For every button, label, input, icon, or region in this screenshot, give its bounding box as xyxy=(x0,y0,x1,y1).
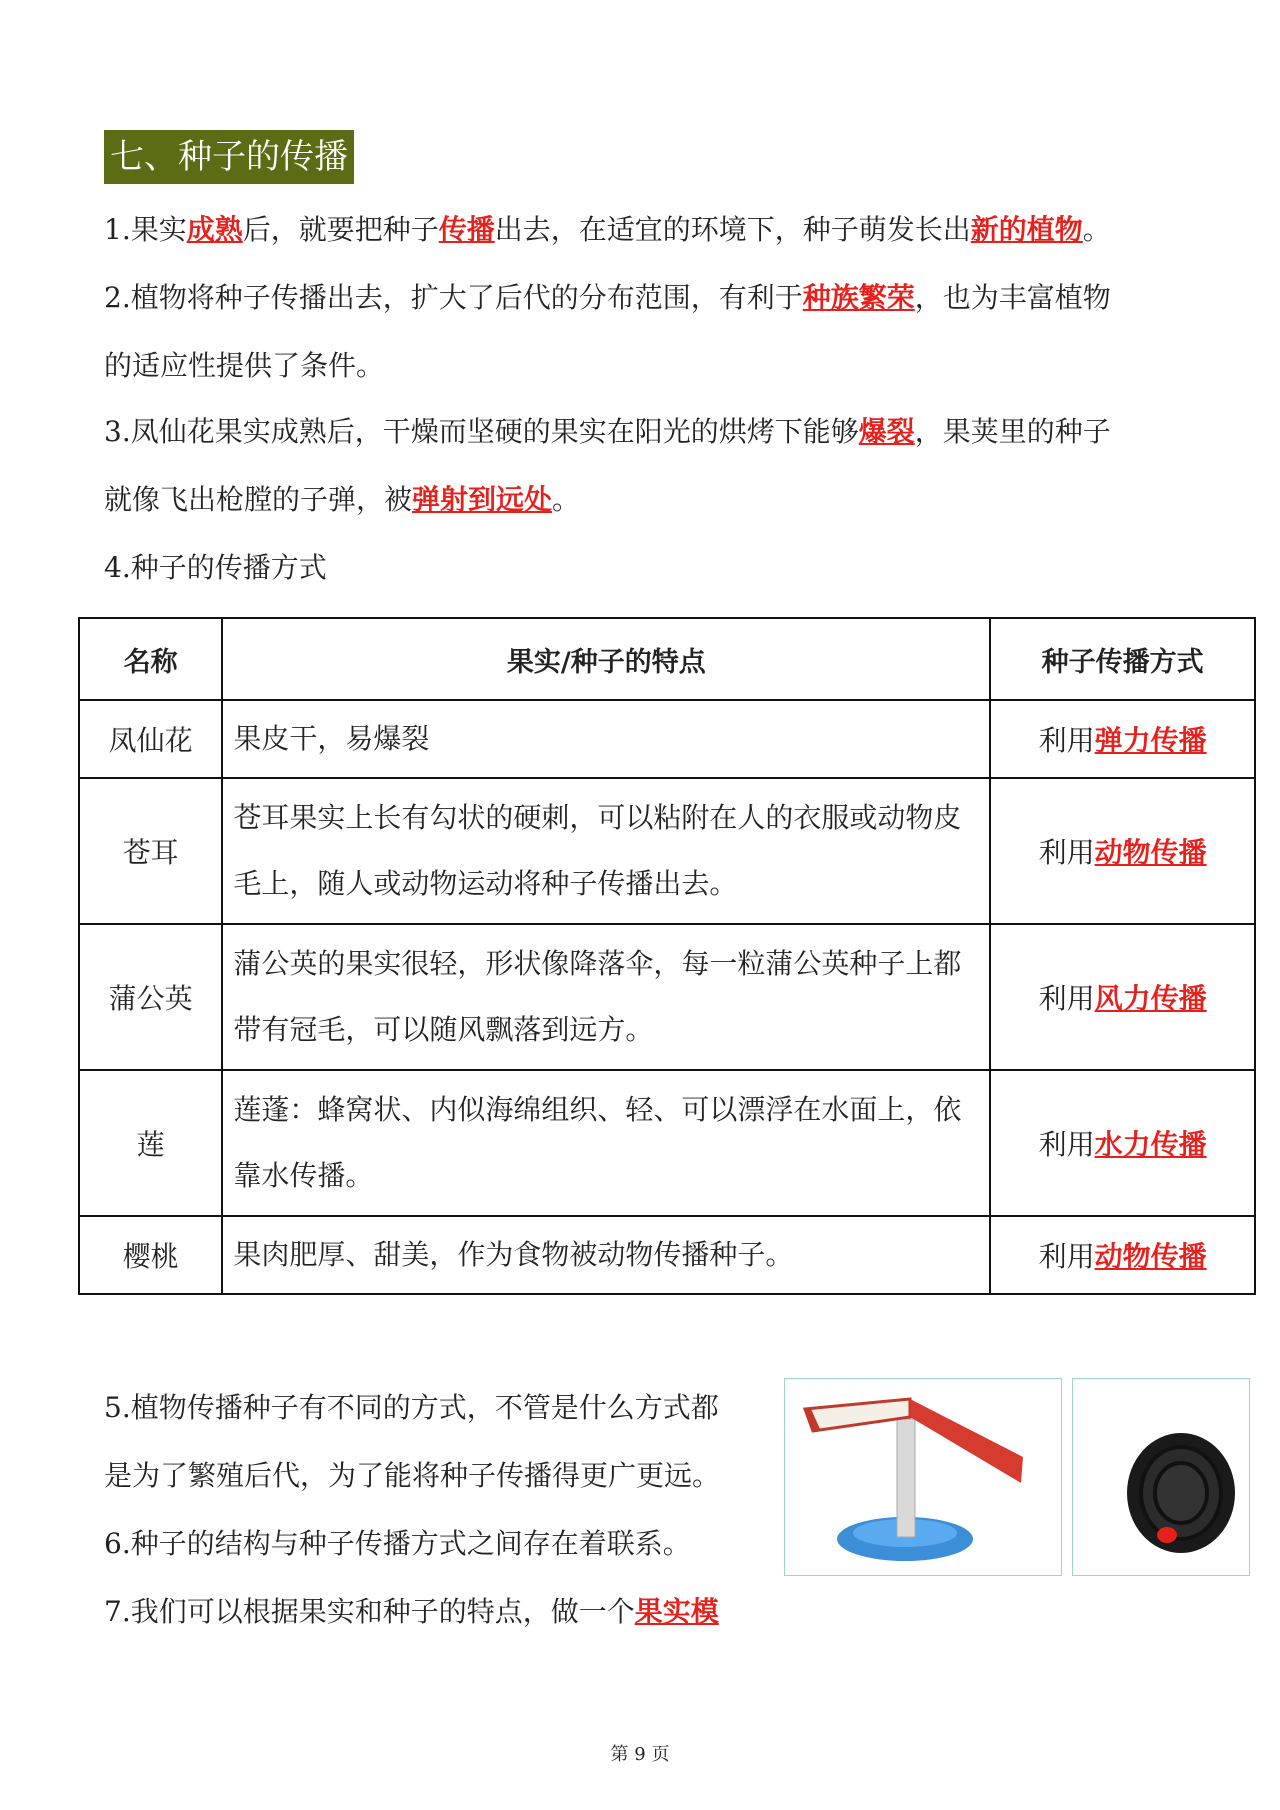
row-name: 樱桃 xyxy=(79,1216,222,1294)
keyword: 弹射到远处 xyxy=(412,483,553,516)
keyword: 种族繁荣 xyxy=(802,281,915,314)
seed-model-photo-1 xyxy=(784,1378,1062,1576)
paragraph-1 xyxy=(104,196,1184,264)
row-feature: 果皮干，易爆裂 xyxy=(222,700,990,778)
paragraph-3 xyxy=(104,398,1184,534)
text: 3.凤仙花果实成熟后，干燥而坚硬的果实在阳光的烘烤下能够 xyxy=(104,415,859,448)
keyword: 弹力传播 xyxy=(1094,724,1207,757)
text: 利用 xyxy=(1038,1128,1095,1161)
row-name: 苍耳 xyxy=(79,778,222,924)
row-way xyxy=(990,1216,1255,1294)
text: 就像飞出枪膛的子弹，被 xyxy=(104,483,413,516)
text: 利用 xyxy=(1038,1240,1095,1273)
keyword: 水力传播 xyxy=(1094,1128,1207,1161)
paragraph-2 xyxy=(104,264,1184,400)
folded-paper-model-illustration xyxy=(785,1379,1061,1575)
paragraph-4: 4.种子的传播方式 xyxy=(104,551,327,584)
keyword: 动物传播 xyxy=(1094,836,1207,869)
text: 。 xyxy=(552,483,581,516)
table-row xyxy=(79,778,1255,924)
keyword: 爆裂 xyxy=(858,415,915,448)
keyword: 风力传播 xyxy=(1094,982,1207,1015)
keyword: 果实模 xyxy=(634,1595,719,1628)
table-row xyxy=(79,700,1255,778)
row-name: 莲 xyxy=(79,1070,222,1216)
text: 5.植物传播种子有不同的方式，不管是什么方式都 xyxy=(104,1391,719,1424)
table-row xyxy=(79,924,1255,1070)
row-name: 蒲公英 xyxy=(79,924,222,1070)
seed-model-photo-2 xyxy=(1072,1378,1250,1576)
row-feature: 果肉肥厚、甜美，作为食物被动物传播种子。 xyxy=(222,1216,990,1294)
text: 利用 xyxy=(1038,836,1095,869)
keyword: 成熟 xyxy=(186,213,243,246)
text: 1.果实 xyxy=(104,213,187,246)
paragraph-5 xyxy=(104,1374,784,1510)
text: 利用 xyxy=(1038,982,1095,1015)
row-way xyxy=(990,778,1255,924)
section-heading: 七、种子的传播 xyxy=(104,130,354,184)
keyword: 动物传播 xyxy=(1094,1240,1207,1273)
text: 是为了繁殖后代，为了能将种子传播得更广更远。 xyxy=(104,1459,721,1492)
text: ，也为丰富植物 xyxy=(914,281,1111,314)
page-footer: 第 9 页 xyxy=(610,1744,670,1765)
text: 利用 xyxy=(1038,724,1095,757)
text: 2.植物将种子传播出去，扩大了后代的分布范围，有利于 xyxy=(104,281,803,314)
header-name: 名称 xyxy=(79,618,222,700)
row-feature: 苍耳果实上长有勾状的硬刺，可以粘附在人的衣服或动物皮毛上，随人或动物运动将种子传播出去。 xyxy=(222,778,990,924)
row-feature: 蒲公英的果实很轻，形状像降落伞，每一粒蒲公英种子上都带有冠毛，可以随风飘落到远方。 xyxy=(222,924,990,1070)
table-row xyxy=(79,1216,1255,1294)
row-way xyxy=(990,924,1255,1070)
row-feature: 莲蓬：蜂窝状、内似海绵组织、轻、可以漂浮在水面上，依靠水传播。 xyxy=(222,1070,990,1216)
row-name: 凤仙花 xyxy=(79,700,222,778)
header-feature: 果实/种子的特点 xyxy=(222,618,990,700)
table-header-row xyxy=(79,618,1255,700)
text: ，果荚里的种子 xyxy=(914,415,1111,448)
text: 出去，在适宜的环境下，种子萌发长出 xyxy=(494,213,971,246)
text: 7.我们可以根据果实和种子的特点，做一个 xyxy=(104,1595,635,1628)
text: 的适应性提供了条件。 xyxy=(104,349,385,382)
header-way: 种子传播方式 xyxy=(990,618,1255,700)
row-way xyxy=(990,1070,1255,1216)
seed-dispersal-table xyxy=(78,617,1256,1295)
keyword: 传播 xyxy=(438,213,495,246)
keyword: 新的植物 xyxy=(970,213,1083,246)
table-row xyxy=(79,1070,1255,1216)
bur-seed-model-illustration xyxy=(1073,1379,1249,1575)
paragraph-7 xyxy=(104,1578,784,1646)
paragraph-6: 6.种子的结构与种子传播方式之间存在着联系。 xyxy=(104,1527,691,1560)
text: 。 xyxy=(1082,213,1111,246)
row-way xyxy=(990,700,1255,778)
text: 后，就要把种子 xyxy=(242,213,439,246)
